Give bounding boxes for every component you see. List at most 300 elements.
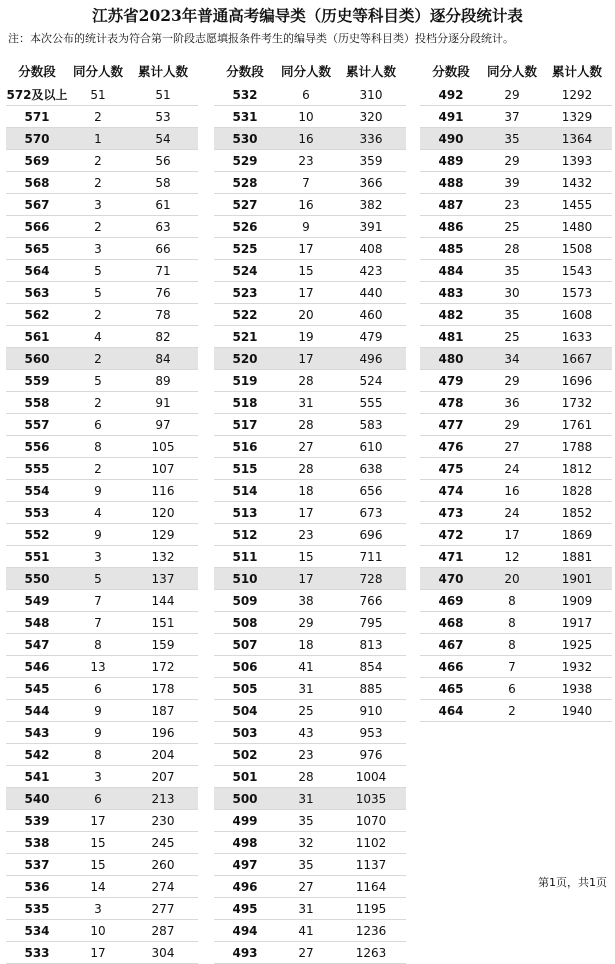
score-cell: 542 [24, 747, 50, 762]
table-row [214, 634, 406, 656]
table-row [6, 920, 198, 942]
table-row [214, 810, 406, 832]
score-cell: 532 [232, 87, 258, 102]
score-cell: 470 [438, 571, 464, 586]
score-cell: 549 [24, 593, 50, 608]
table-row [214, 128, 406, 150]
score-cell: 515 [232, 461, 258, 476]
score-cell: 569 [24, 153, 50, 168]
cumulative-cell: 953 [359, 725, 383, 740]
cumulative-cell: 107 [151, 461, 175, 476]
cumulative-cell: 1070 [355, 813, 387, 828]
score-cell: 527 [232, 197, 258, 212]
same-count-cell: 8 [508, 593, 516, 608]
score-cell: 466 [438, 659, 464, 674]
table-row [6, 788, 198, 810]
table-row [214, 392, 406, 414]
table-row [214, 942, 406, 964]
cumulative-cell: 89 [155, 373, 171, 388]
same-count-cell: 29 [504, 373, 520, 388]
score-cell: 535 [24, 901, 50, 916]
same-count-cell: 36 [504, 395, 520, 410]
same-count-cell: 30 [504, 285, 520, 300]
cumulative-cell: 1573 [561, 285, 593, 300]
cumulative-cell: 159 [151, 637, 175, 652]
cumulative-cell: 1901 [561, 571, 593, 586]
same-count-cell: 12 [504, 549, 520, 564]
same-count-cell: 28 [298, 417, 314, 432]
cumulative-cell: 207 [151, 769, 175, 784]
score-cell: 567 [24, 197, 50, 212]
table-row [214, 260, 406, 282]
cumulative-cell: 277 [151, 901, 175, 916]
same-count-cell: 9 [94, 483, 102, 498]
cumulative-cell: 1925 [561, 637, 593, 652]
same-count-cell: 32 [298, 835, 314, 850]
table-row [6, 150, 198, 172]
same-count-cell: 29 [504, 417, 520, 432]
cumulative-cell: 910 [359, 703, 383, 718]
same-count-cell: 5 [94, 263, 102, 278]
cumulative-cell: 1035 [355, 791, 387, 806]
table-row [214, 106, 406, 128]
table-row [214, 590, 406, 612]
same-count-cell: 2 [508, 703, 516, 718]
table-row [214, 678, 406, 700]
table-row [6, 722, 198, 744]
table-row [214, 370, 406, 392]
cumulative-cell: 78 [155, 307, 171, 322]
table-row [420, 348, 612, 370]
table-row [6, 502, 198, 524]
cumulative-cell: 274 [151, 879, 175, 894]
table-row [214, 854, 406, 876]
cumulative-cell: 1696 [561, 373, 593, 388]
score-cell: 509 [232, 593, 258, 608]
cumulative-cell: 583 [359, 417, 383, 432]
cumulative-cell: 728 [359, 571, 383, 586]
table-row [214, 84, 406, 106]
table-row [214, 898, 406, 920]
score-cell: 523 [232, 285, 258, 300]
same-count-cell: 3 [94, 241, 102, 256]
same-count-cell: 23 [298, 153, 314, 168]
cumulative-cell: 795 [359, 615, 383, 630]
same-count-cell: 15 [298, 263, 314, 278]
same-count-cell: 4 [94, 329, 102, 344]
table-row [6, 524, 198, 546]
column-header [6, 58, 198, 84]
same-count-cell: 16 [504, 483, 520, 498]
same-count-cell: 27 [504, 439, 520, 454]
same-count-cell: 25 [298, 703, 314, 718]
score-cell: 469 [438, 593, 464, 608]
same-count-cell: 20 [298, 307, 314, 322]
table-row [420, 502, 612, 524]
table-row [6, 260, 198, 282]
cumulative-cell: 524 [359, 373, 383, 388]
same-count-cell: 28 [504, 241, 520, 256]
score-cell: 529 [232, 153, 258, 168]
cumulative-cell: 1364 [561, 131, 593, 146]
score-cell: 556 [24, 439, 50, 454]
cumulative-cell: 82 [155, 329, 171, 344]
cumulative-cell: 151 [151, 615, 175, 630]
same-count-cell: 24 [504, 461, 520, 476]
cumulative-cell: 53 [155, 109, 171, 124]
same-count-cell: 31 [298, 395, 314, 410]
cumulative-cell: 460 [359, 307, 383, 322]
score-cell: 492 [438, 87, 464, 102]
table-row [214, 304, 406, 326]
table-row [6, 568, 198, 590]
score-cell: 560 [24, 351, 50, 366]
same-count-cell: 5 [94, 373, 102, 388]
table-row [214, 282, 406, 304]
cumulative-cell: 245 [151, 835, 175, 850]
header-same-count: 同分人数 [72, 64, 123, 79]
score-cell: 563 [24, 285, 50, 300]
table-row [214, 458, 406, 480]
cumulative-cell: 423 [359, 263, 383, 278]
same-count-cell: 24 [504, 505, 520, 520]
score-cell: 530 [232, 131, 258, 146]
table-row [420, 458, 612, 480]
score-cell: 572及以上 [6, 88, 68, 102]
same-count-cell: 8 [94, 747, 102, 762]
same-count-cell: 15 [90, 835, 106, 850]
cumulative-cell: 213 [151, 791, 175, 806]
table-row [214, 414, 406, 436]
table-row [6, 458, 198, 480]
same-count-cell: 17 [298, 571, 314, 586]
same-count-cell: 17 [298, 241, 314, 256]
same-count-cell: 29 [504, 87, 520, 102]
cumulative-cell: 366 [359, 175, 383, 190]
score-cell: 528 [232, 175, 258, 190]
row-group [420, 84, 612, 722]
table-row [6, 216, 198, 238]
cumulative-cell: 1480 [561, 219, 593, 234]
score-cell: 510 [232, 571, 258, 586]
cumulative-cell: 1455 [561, 197, 593, 212]
cumulative-cell: 1940 [561, 703, 593, 718]
table-note: 注：本次公布的统计表为符合第一阶段志愿填报条件考生的编导类（历史等科目类）投档分逐分段统计。 [8, 32, 514, 45]
same-count-cell: 6 [302, 87, 310, 102]
cumulative-cell: 359 [359, 153, 383, 168]
score-cell: 478 [438, 395, 464, 410]
same-count-cell: 31 [298, 791, 314, 806]
same-count-cell: 2 [94, 153, 102, 168]
score-cell: 540 [24, 791, 50, 806]
score-cell: 498 [232, 835, 258, 850]
table-row [6, 370, 198, 392]
same-count-cell: 35 [504, 131, 520, 146]
cumulative-cell: 813 [359, 637, 383, 652]
same-count-cell: 25 [504, 219, 520, 234]
cumulative-cell: 1938 [561, 681, 593, 696]
page-footer: 第1页，共1页 [538, 876, 607, 889]
score-cell: 500 [232, 791, 258, 806]
table-row [420, 260, 612, 282]
score-cell: 484 [438, 263, 464, 278]
header-score: 分数段 [226, 64, 264, 79]
score-cell: 511 [232, 549, 258, 564]
score-cell: 539 [24, 813, 50, 828]
header-score: 分数段 [432, 64, 470, 79]
same-count-cell: 2 [94, 219, 102, 234]
score-cell: 483 [438, 285, 464, 300]
score-cell: 541 [24, 769, 50, 784]
same-count-cell: 43 [298, 725, 314, 740]
table-row [420, 700, 612, 722]
same-count-cell: 31 [298, 681, 314, 696]
score-cell: 519 [232, 373, 258, 388]
table-row [6, 238, 198, 260]
score-cell: 464 [438, 703, 464, 718]
table-row [6, 106, 198, 128]
score-cell: 494 [232, 923, 258, 938]
same-count-cell: 35 [298, 813, 314, 828]
table-row [420, 304, 612, 326]
cumulative-cell: 137 [151, 571, 175, 586]
score-cell: 565 [24, 241, 50, 256]
cumulative-cell: 696 [359, 527, 383, 542]
same-count-cell: 16 [298, 131, 314, 146]
same-count-cell: 19 [298, 329, 314, 344]
same-count-cell: 8 [508, 637, 516, 652]
cumulative-cell: 854 [359, 659, 383, 674]
score-cell: 488 [438, 175, 464, 190]
same-count-cell: 15 [298, 549, 314, 564]
cumulative-cell: 976 [359, 747, 383, 762]
table-row [6, 854, 198, 876]
same-count-cell: 10 [298, 109, 314, 124]
cumulative-cell: 196 [151, 725, 175, 740]
table-row [420, 106, 612, 128]
same-count-cell: 35 [504, 263, 520, 278]
score-cell: 503 [232, 725, 258, 740]
table-row [420, 216, 612, 238]
table-row [214, 216, 406, 238]
same-count-cell: 6 [94, 417, 102, 432]
cumulative-cell: 1102 [355, 835, 387, 850]
same-count-cell: 7 [94, 615, 102, 630]
score-cell: 559 [24, 373, 50, 388]
table-row [214, 568, 406, 590]
same-count-cell: 31 [298, 901, 314, 916]
table-row [214, 832, 406, 854]
table-row [214, 656, 406, 678]
cumulative-cell: 382 [359, 197, 383, 212]
score-cell: 522 [232, 307, 258, 322]
row-group [6, 84, 198, 964]
score-cell: 516 [232, 439, 258, 454]
score-cell: 512 [232, 527, 258, 542]
page-title: 江苏省2023年普通高考编导类（历史等科目类）逐分段统计表 [92, 6, 523, 25]
table-row [214, 546, 406, 568]
score-cell: 465 [438, 681, 464, 696]
score-cell: 537 [24, 857, 50, 872]
same-count-cell: 9 [302, 219, 310, 234]
cumulative-cell: 440 [359, 285, 383, 300]
cumulative-cell: 1608 [561, 307, 593, 322]
cumulative-cell: 120 [151, 505, 175, 520]
table-row [6, 678, 198, 700]
cumulative-cell: 638 [359, 461, 383, 476]
cumulative-cell: 58 [155, 175, 171, 190]
cumulative-cell: 66 [155, 241, 171, 256]
cumulative-cell: 132 [151, 549, 175, 564]
cumulative-cell: 97 [155, 417, 171, 432]
cumulative-cell: 885 [359, 681, 383, 696]
same-count-cell: 29 [298, 615, 314, 630]
score-cell: 518 [232, 395, 258, 410]
score-cell: 506 [232, 659, 258, 674]
score-cell: 566 [24, 219, 50, 234]
same-count-cell: 18 [298, 637, 314, 652]
same-count-cell: 2 [94, 175, 102, 190]
same-count-cell: 13 [90, 659, 106, 674]
score-cell: 487 [438, 197, 464, 212]
cumulative-cell: 1869 [561, 527, 593, 542]
table-row [214, 238, 406, 260]
table-row [6, 656, 198, 678]
table-row [6, 546, 198, 568]
table-row [214, 788, 406, 810]
cumulative-cell: 187 [151, 703, 175, 718]
score-cell: 551 [24, 549, 50, 564]
same-count-cell: 5 [94, 285, 102, 300]
cumulative-cell: 1812 [561, 461, 593, 476]
same-count-cell: 1 [94, 131, 102, 146]
table-row [214, 920, 406, 942]
same-count-cell: 9 [94, 703, 102, 718]
table-row [6, 634, 198, 656]
cumulative-cell: 1292 [561, 87, 593, 102]
cumulative-cell: 76 [155, 285, 171, 300]
table-row [6, 84, 198, 106]
score-cell: 508 [232, 615, 258, 630]
score-cell: 475 [438, 461, 464, 476]
same-count-cell: 28 [298, 769, 314, 784]
table-row [420, 568, 612, 590]
cumulative-cell: 116 [151, 483, 175, 498]
table-row [6, 942, 198, 964]
score-cell: 544 [24, 703, 50, 718]
same-count-cell: 9 [94, 527, 102, 542]
score-cell: 491 [438, 109, 464, 124]
same-count-cell: 28 [298, 373, 314, 388]
score-cell: 550 [24, 571, 50, 586]
score-cell: 533 [24, 945, 50, 960]
same-count-cell: 7 [302, 175, 310, 190]
same-count-cell: 2 [94, 109, 102, 124]
same-count-cell: 17 [298, 351, 314, 366]
cumulative-cell: 1164 [355, 879, 387, 894]
same-count-cell: 18 [298, 483, 314, 498]
table-row [6, 304, 198, 326]
table-row [214, 348, 406, 370]
table-row [214, 744, 406, 766]
cumulative-cell: 129 [151, 527, 175, 542]
cumulative-cell: 496 [359, 351, 383, 366]
cumulative-cell: 479 [359, 329, 383, 344]
cumulative-cell: 1881 [561, 549, 593, 564]
cumulative-cell: 63 [155, 219, 171, 234]
score-cell: 480 [438, 351, 464, 366]
same-count-cell: 3 [94, 197, 102, 212]
table-row [214, 700, 406, 722]
same-count-cell: 23 [298, 747, 314, 762]
row-group [214, 84, 406, 964]
score-cell: 493 [232, 945, 258, 960]
table-row [214, 480, 406, 502]
table-row [6, 832, 198, 854]
table-row [420, 326, 612, 348]
cumulative-cell: 1828 [561, 483, 593, 498]
table-row [6, 766, 198, 788]
same-count-cell: 34 [504, 351, 520, 366]
score-cell: 517 [232, 417, 258, 432]
table-row [6, 392, 198, 414]
same-count-cell: 3 [94, 901, 102, 916]
cumulative-cell: 391 [359, 219, 383, 234]
score-cell: 507 [232, 637, 258, 652]
table-row [214, 194, 406, 216]
same-count-cell: 23 [504, 197, 520, 212]
same-count-cell: 16 [298, 197, 314, 212]
cumulative-cell: 51 [155, 87, 171, 102]
cumulative-cell: 555 [359, 395, 383, 410]
score-cell: 486 [438, 219, 464, 234]
table-row [214, 436, 406, 458]
header-cumulative: 累计人数 [345, 64, 396, 79]
cumulative-cell: 1004 [355, 769, 387, 784]
table-row [6, 590, 198, 612]
table-row [420, 392, 612, 414]
table-row [6, 194, 198, 216]
same-count-cell: 29 [504, 153, 520, 168]
same-count-cell: 35 [504, 307, 520, 322]
same-count-cell: 41 [298, 659, 314, 674]
table-row [420, 282, 612, 304]
table-row [420, 480, 612, 502]
cumulative-cell: 84 [155, 351, 171, 366]
same-count-cell: 17 [90, 813, 106, 828]
same-count-cell: 2 [94, 395, 102, 410]
table-row [6, 128, 198, 150]
cumulative-cell: 1909 [561, 593, 593, 608]
table-row [420, 150, 612, 172]
same-count-cell: 25 [504, 329, 520, 344]
same-count-cell: 7 [508, 659, 516, 674]
score-cell: 531 [232, 109, 258, 124]
same-count-cell: 14 [90, 879, 106, 894]
table-row [6, 810, 198, 832]
table-column-3 [420, 58, 612, 722]
header-same-count: 同分人数 [486, 64, 537, 79]
score-cell: 536 [24, 879, 50, 894]
same-count-cell: 51 [90, 87, 106, 102]
cumulative-cell: 204 [151, 747, 175, 762]
score-cell: 482 [438, 307, 464, 322]
cumulative-cell: 766 [359, 593, 383, 608]
score-cell: 521 [232, 329, 258, 344]
table-row [214, 502, 406, 524]
score-cell: 490 [438, 131, 464, 146]
same-count-cell: 27 [298, 439, 314, 454]
